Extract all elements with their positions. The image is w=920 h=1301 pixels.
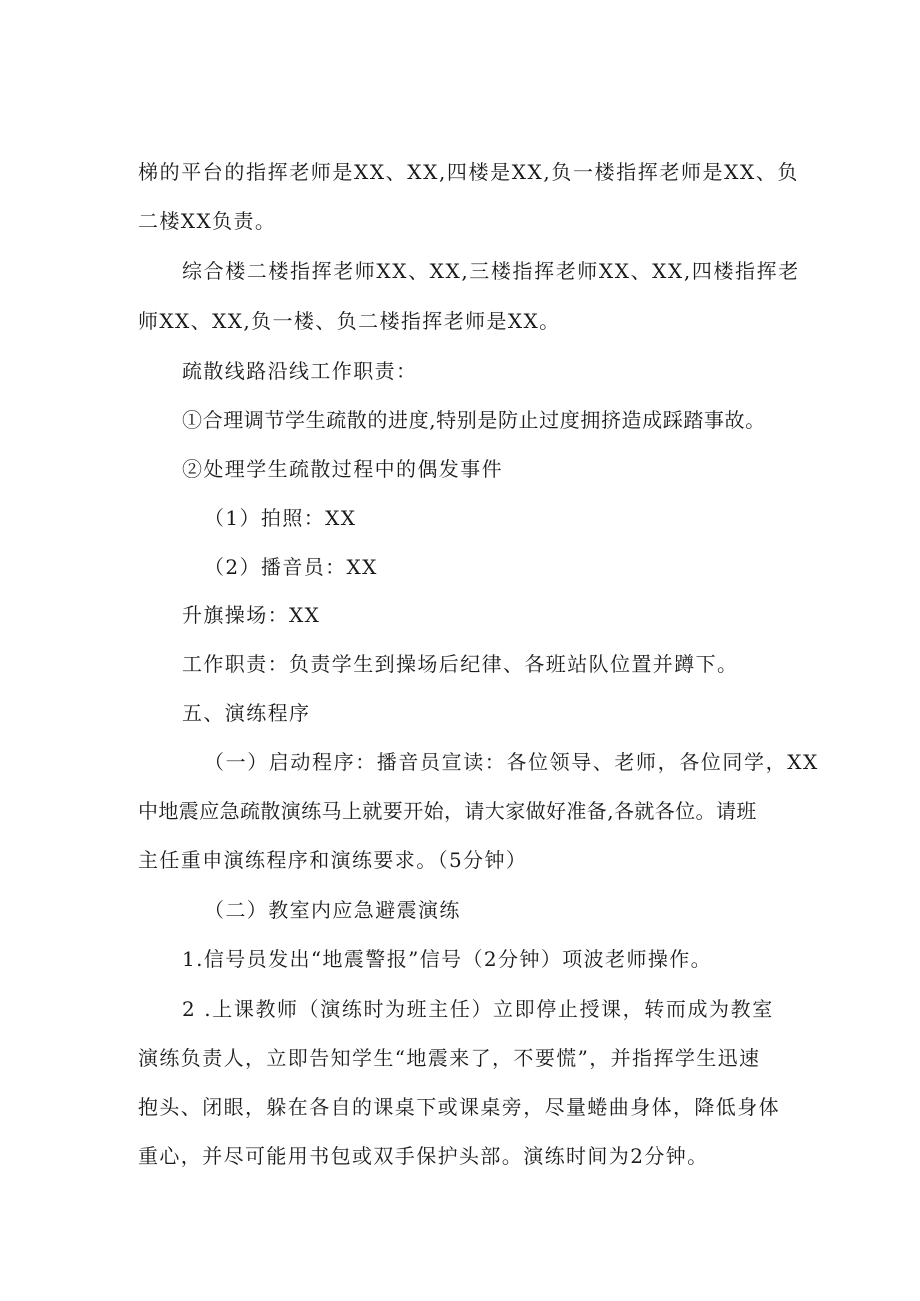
- paragraph-line: 抱头、闭眼，躲在各自的课桌下或课桌旁，尽量蜷曲身体，降低身体: [138, 1095, 780, 1119]
- list-item: ①合理调节学生疏散的进度,特别是防止过度拥挤造成踩踏事故。: [182, 408, 766, 432]
- list-item: ②处理学生疏散过程中的偶发事件: [182, 457, 503, 481]
- list-item: （1）拍照：XX: [204, 506, 357, 530]
- paragraph-line: 师XX、XX,负一楼、负二楼指挥老师是XX。: [138, 309, 561, 333]
- paragraph-line: 1.信号员发出“地震警报”信号（2分钟）项波老师操作。: [182, 947, 713, 971]
- paragraph-line: 主任重申演练程序和演练要求。（5分钟）: [138, 848, 528, 872]
- list-item: （2）播音员：XX: [204, 555, 378, 579]
- paragraph-line: 2 .上课教师（演练时为班主任）立即停止授课，转而成为教室: [182, 997, 774, 1021]
- paragraph-line: 二楼XX负责。: [138, 209, 277, 233]
- paragraph-line: 演练负责人，立即告知学生“地震来了，不要慌”，并指挥学生迅速: [138, 1046, 761, 1070]
- paragraph-line: 重心，并尽可能用书包或双手保护头部。演练时间为2分钟。: [138, 1144, 709, 1168]
- paragraph-line: （一）启动程序：播音员宣读：各位领导、老师，各位同学，XX: [204, 750, 819, 774]
- paragraph-line: 综合楼二楼指挥老师XX、XX,三楼指挥老师XX、XX,四楼指挥老: [182, 259, 800, 283]
- paragraph-line: 工作职责：负责学生到操场后纪律、各班站队位置并蹲下。: [182, 652, 739, 676]
- paragraph-line: 梯的平台的指挥老师是XX、XX,四楼是XX,负一楼指挥老师是XX、负: [138, 160, 800, 184]
- section-heading: 五、演练程序: [182, 701, 311, 725]
- paragraph-line: 升旗操场：XX: [182, 603, 321, 627]
- section-label: 疏散线路沿线工作职责：: [182, 359, 418, 383]
- subsection-heading: （二）教室内应急避震演练: [204, 898, 461, 922]
- paragraph-line: 中地震应急疏散演练马上就要开始，请大家做好准备,各就各位。请班: [138, 799, 757, 823]
